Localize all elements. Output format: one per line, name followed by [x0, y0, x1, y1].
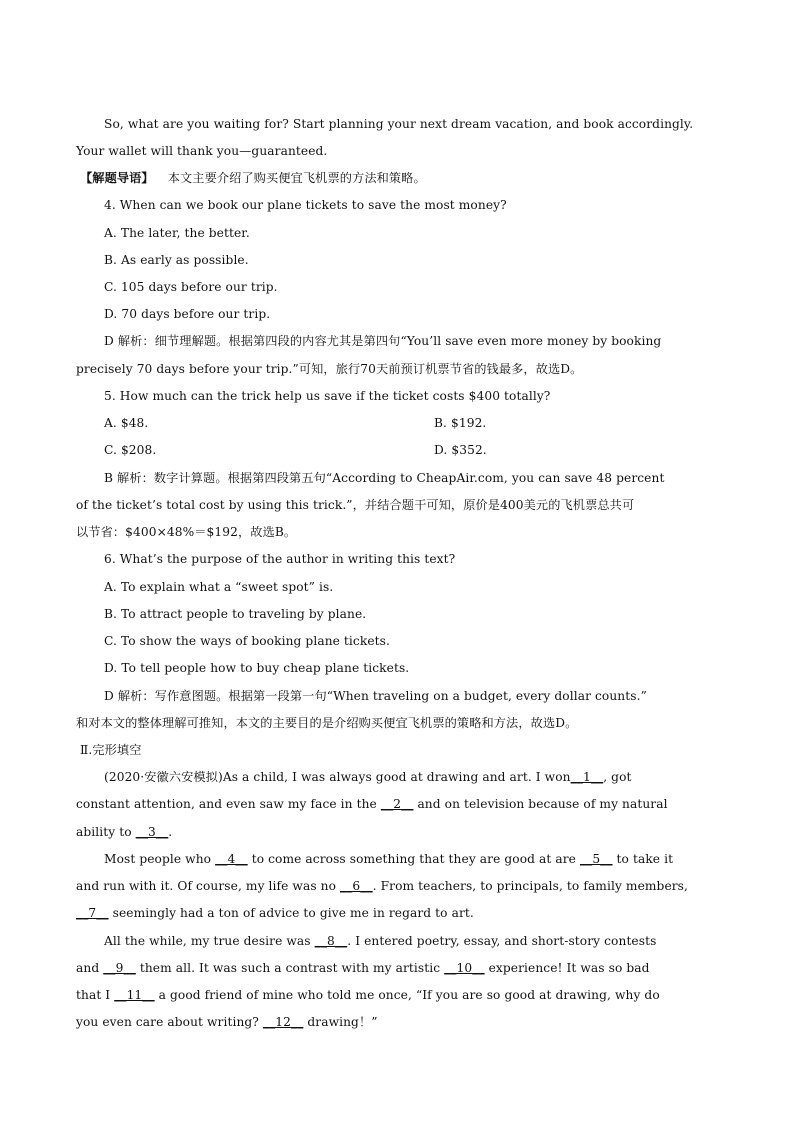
blank-2: __2__: [380, 797, 414, 811]
blank-11: __11__: [114, 988, 155, 1002]
cloze-text: and on television because of my natural: [413, 797, 668, 811]
guide-paragraph: [80, 170, 722, 186]
cloze-text: ability to: [76, 825, 136, 839]
passage-text: Your wallet will thank you—guaranteed.: [76, 144, 328, 158]
cloze-text: you even care about writing?: [76, 1015, 263, 1029]
option-5c: C. $208.: [104, 443, 157, 457]
option-6d: D. To tell people how to buy cheap plane tickets.: [104, 661, 410, 675]
blank-3: __3__: [135, 825, 169, 839]
cloze-text: that I: [76, 988, 115, 1002]
blank-9: __9__: [103, 961, 136, 975]
cloze-text: and run with it. Of course, my life was no: [76, 879, 341, 893]
blank-5: __5__: [579, 852, 613, 866]
analysis-5-line: 以节省：$400×48%＝$192，故选B。: [76, 525, 297, 539]
blank-7: __7__: [76, 906, 109, 920]
cloze-text: All the while, my true desire was: [104, 934, 315, 948]
analysis-4-line: precisely 70 days before your trip.”可知，旅行70天前预订机票节省的钱最多，故选D。: [76, 362, 583, 376]
cloze-text: seemingly had a ton of advice to give me in regard to art.: [108, 906, 474, 920]
cloze-text: . From teachers, to principals, to family members,: [372, 879, 689, 893]
option-4a: A. The later, the better.: [104, 226, 250, 240]
option-6b: B. To attract people to traveling by plane.: [104, 607, 367, 621]
question-5-stem: 5. How much can the trick help us save if the ticket costs $400 totally?: [104, 389, 551, 403]
section-heading: Ⅱ.完形填空: [80, 743, 142, 757]
option-5d: D. $352.: [434, 443, 487, 457]
option-row-5ab: [104, 415, 718, 431]
cloze-line: [76, 824, 718, 840]
cloze-text: Most people who: [104, 852, 216, 866]
question-4-stem: 4. When can we book our plane tickets to save the most money?: [104, 198, 507, 212]
cloze-line: [76, 905, 718, 921]
analysis-6-line: 和对本文的整体理解可推知，本文的主要目的是介绍购买便宜飞机票的策略和方法，故选D。: [76, 716, 578, 730]
guide-label: 【解题导语】: [80, 171, 154, 185]
cloze-line: [104, 851, 718, 867]
blank-8: __8__: [314, 934, 348, 948]
analysis-5-line: of the ticket’s total cost by using this trick.”，并结合题干可知，原价是400美元的飞机票总共可: [76, 498, 635, 512]
cloze-text: , got: [603, 770, 632, 784]
blank-4: __4__: [215, 852, 248, 866]
cloze-text: . I entered poetry, essay, and short-story contests: [347, 934, 657, 948]
cloze-line: [76, 796, 718, 812]
option-6c: C. To show the ways of booking plane tickets.: [104, 634, 390, 648]
cloze-text: a good friend of mine who told me once, “If you are so good at drawing, why do: [154, 988, 660, 1002]
cloze-text: to come across something that they are good at are: [247, 852, 580, 866]
cloze-line: [76, 878, 718, 894]
cloze-line: [104, 769, 746, 785]
option-4d: D. 70 days before our trip.: [104, 307, 271, 321]
blank-12: __12__: [262, 1015, 304, 1029]
cloze-text: to take it: [612, 852, 674, 866]
analysis-6-line: D 解析：写作意图题。根据第一段第一句“When traveling on a budget, every dollar counts.”: [104, 689, 647, 703]
option-row-5cd: [104, 442, 718, 458]
guide-text: 本文主要介绍了购买便宜飞机票的方法和策略。: [167, 171, 426, 185]
cloze-line: [104, 933, 718, 949]
cloze-text: constant attention, and even saw my face in the: [76, 797, 381, 811]
cloze-text: and: [76, 961, 104, 975]
analysis-5-line: B 解析：数字计算题。根据第四段第五句“According to CheapAir.com, you can save 48 percent: [104, 471, 665, 485]
question-6-stem: 6. What’s the purpose of the author in writing this text?: [104, 552, 456, 566]
cloze-line: [76, 987, 718, 1003]
blank-10: __10__: [444, 961, 485, 975]
cloze-line: [76, 960, 718, 976]
cloze-line: [76, 1014, 718, 1030]
cloze-text: (2020·安徽六安模拟)As a child, I was always good at drawing and art. I won: [104, 770, 571, 784]
cloze-text: them all. It was such a contrast with my artistic: [135, 961, 445, 975]
analysis-4-line: D 解析：细节理解题。根据第四段的内容尤其是第四句“You’ll save even more money by booking: [104, 334, 662, 348]
blank-1: __1__: [570, 770, 604, 784]
option-5a: A. $48.: [104, 416, 149, 430]
option-4b: B. As early as possible.: [104, 253, 249, 267]
cloze-text: .: [168, 825, 173, 839]
blank-6: __6__: [340, 879, 373, 893]
option-5b: B. $192.: [434, 416, 487, 430]
cloze-text: experience! It was so bad: [484, 961, 650, 975]
cloze-text: drawing！”: [303, 1015, 378, 1029]
option-6a: A. To explain what a “sweet spot” is.: [104, 580, 334, 594]
passage-text: So, what are you waiting for? Start planning your next dream vacation, and book accordingly.: [104, 117, 694, 131]
option-4c: C. 105 days before our trip.: [104, 280, 278, 294]
